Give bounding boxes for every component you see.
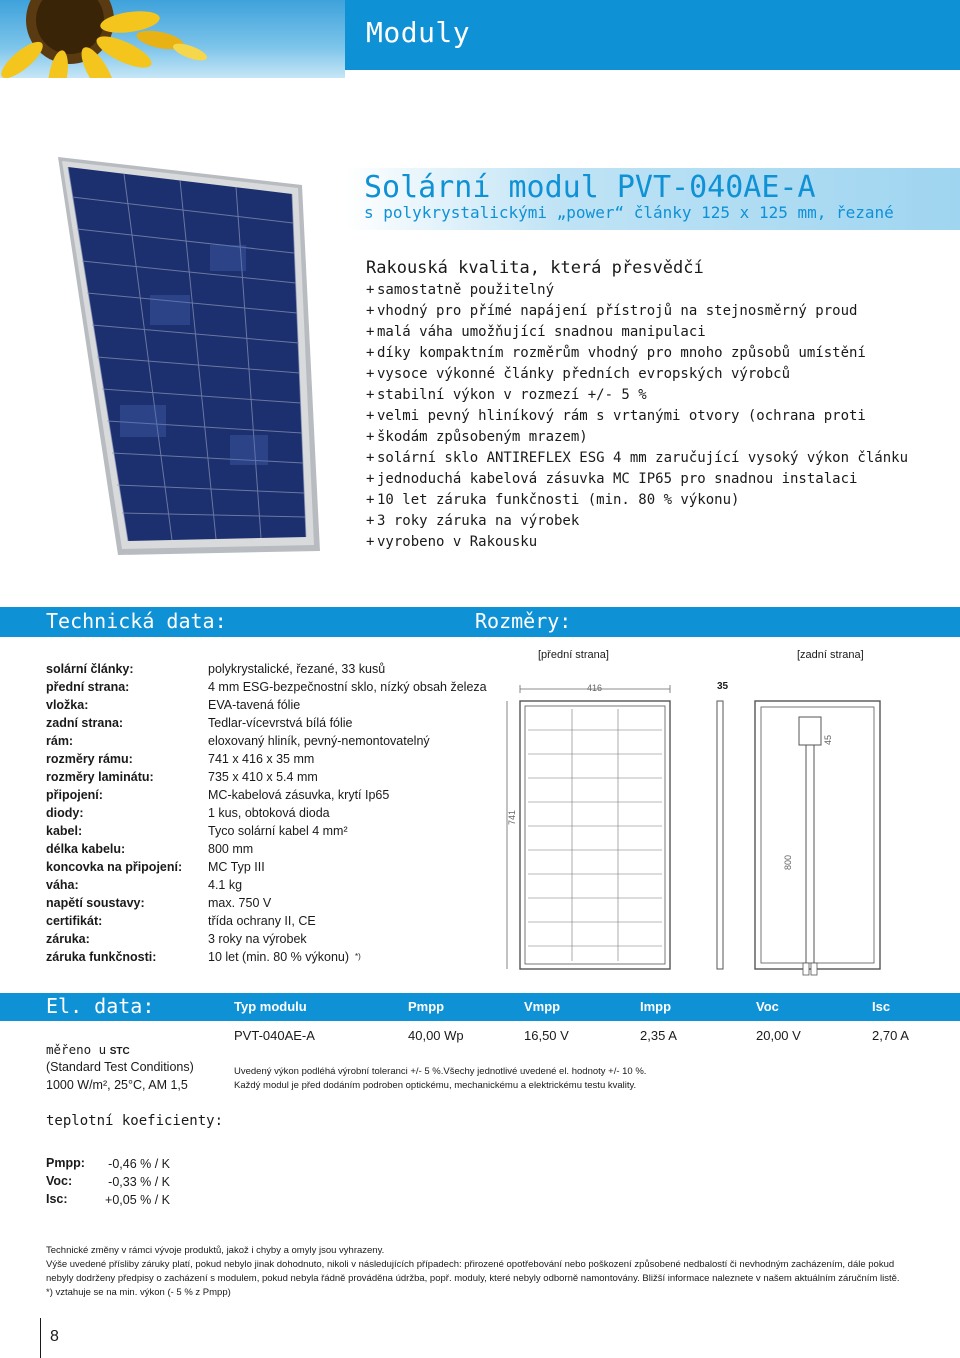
tech-data-key: záruka: <box>46 932 90 946</box>
tech-data-value: Tyco solární kabel 4 mm² <box>208 824 348 838</box>
footer-line: *) vztahuje se na min. výkon (- 5 % z Pmpp) <box>46 1287 231 1298</box>
measured-at-label: měřeno u STC <box>46 1042 130 1057</box>
page-title: Moduly <box>366 16 471 49</box>
temp-coeff-heading: teplotní koeficienty: <box>46 1113 224 1129</box>
solar-panel-image <box>40 155 320 555</box>
el-cell-impp: 2,35 A <box>640 1028 677 1043</box>
tech-data-value: 800 mm <box>208 842 254 856</box>
tech-data-value: eloxovaný hliník, pevný-nemontovatelný <box>208 734 430 748</box>
tech-data-key: vložka: <box>46 698 89 712</box>
width-dimension: 416 <box>587 683 603 693</box>
el-cell-isc: 2,70 A <box>872 1028 909 1043</box>
product-title: Solární modul PVT-040AE-A <box>364 170 816 205</box>
tech-footnote-mark: *) <box>355 952 361 961</box>
cable-length-dimension: 800 <box>783 854 793 870</box>
dims-section-title: Rozměry: <box>475 609 572 633</box>
el-cell-type: PVT-040AE-A <box>234 1028 315 1043</box>
tolerance-note: Uvedený výkon podléhá výrobní toleranci +/- 5 %.Všechy jednotlivé uvedené el. hodnoty +/- 10 %. <box>234 1066 647 1077</box>
product-subtitle: s polykrystalickými „power“ články 125 x 125 mm, řezané <box>364 203 894 222</box>
el-section-title: El. data: <box>46 994 155 1018</box>
tech-data-value: MC-kabelová zásuvka, krytí Ip65 <box>208 788 390 802</box>
quality-test-note: Každý modul je před dodáním podroben optickému, mechanickému a elektrickému testu kvality. <box>234 1080 637 1091</box>
tech-data-key: délka kabelu: <box>46 842 126 856</box>
tech-data-value: Tedlar-vícevrstvá bílá fólie <box>208 716 353 730</box>
el-cell-pmpp: 40,00 Wp <box>408 1028 464 1043</box>
tech-data-key: koncovka na připojení: <box>46 860 183 874</box>
el-cell-voc: 20,00 V <box>756 1028 801 1043</box>
test-conditions-values: 1000 W/m², 25°C, AM 1,5 <box>46 1078 188 1092</box>
tech-data-value: polykrystalické, řezané, 33 kusů <box>208 662 386 676</box>
temp-coeff-key: Pmpp: <box>46 1156 85 1170</box>
feature-item: + solární sklo ANTIREFLEX ESG 4 mm zaručující vysoký výkon článku <box>366 448 956 469</box>
feature-item: + stabilní výkon v rozmezí +/- 5 % <box>366 385 956 406</box>
test-conditions-label: (Standard Test Conditions) <box>46 1060 194 1074</box>
features-heading: Rakouská kvalita, která přesvědčí <box>366 258 704 278</box>
tech-data-key: váha: <box>46 878 79 892</box>
tech-data-key: rozměry rámu: <box>46 752 133 766</box>
feature-item: + 3 roky záruka na výrobek <box>366 511 956 532</box>
tech-data-key: připojení: <box>46 788 103 802</box>
el-col-type: Typ modulu <box>234 999 307 1014</box>
temp-coeff-key: Voc: <box>46 1174 73 1188</box>
el-col-isc: Isc <box>872 999 891 1014</box>
back-side-label: [zadní strana] <box>797 649 864 661</box>
tech-data-value: 3 roky na výrobek <box>208 932 307 946</box>
front-side-label: [přední strana] <box>538 649 609 661</box>
el-col-pmpp: Pmpp <box>408 999 445 1014</box>
tech-data-key: diody: <box>46 806 84 820</box>
tech-data-value: třída ochrany II, CE <box>208 914 316 928</box>
tech-data-value: 4 mm ESG-bezpečnostní sklo, nízký obsah železa <box>208 680 487 694</box>
depth-dimension: 35 <box>717 681 729 692</box>
tech-data-value: max. 750 V <box>208 896 272 910</box>
tech-data-value: 741 x 416 x 35 mm <box>208 752 315 766</box>
tech-data-key: zadní strana: <box>46 716 124 730</box>
footer-line: nebyly dodrženy předpisy o zacházení s modulem, pokud nebyla řádně prováděna údržba, popř. moduly, které nebyly odborně namontovány. Bližší informace naleznete v našem aktuálním záručním listě. <box>46 1273 900 1284</box>
el-col-impp: Impp <box>640 999 672 1014</box>
features-list <box>366 280 956 553</box>
tech-data-value: MC Typ III <box>208 860 265 874</box>
temp-coeff-key: Isc: <box>46 1192 68 1206</box>
tech-data-value: 4.1 kg <box>208 878 243 892</box>
tech-data-value: 735 x 410 x 5.4 mm <box>208 770 318 784</box>
temp-coeff-value: -0,46 % / K <box>108 1157 170 1171</box>
tech-section-title: Technická data: <box>46 609 227 633</box>
feature-item: + velmi pevný hliníkový rám s vrtanými otvory (ochrana proti <box>366 406 956 427</box>
el-col-voc: Voc <box>756 999 779 1014</box>
sunflower-image <box>0 0 345 78</box>
height-dimension: 741 <box>507 809 517 825</box>
tech-data-key: certifikát: <box>46 914 103 928</box>
feature-item: + vysoce výkonné články předních evropských výrobců <box>366 364 956 385</box>
feature-item: + vyrobeno v Rakousku <box>366 532 956 553</box>
tech-data-key: solární články: <box>46 662 134 676</box>
temp-coeff-value: +0,05 % / K <box>105 1193 170 1207</box>
feature-item: + jednoduchá kabelová zásuvka MC IP65 pro snadnou instalaci <box>366 469 956 490</box>
tech-data-value: EVA-tavená fólie <box>208 698 301 712</box>
tech-data-key: kabel: <box>46 824 83 838</box>
el-col-vmpp: Vmpp <box>524 999 561 1014</box>
feature-item: + malá váha umožňující snadnou manipulaci <box>366 322 956 343</box>
temp-coeff-value: -0,33 % / K <box>108 1175 170 1189</box>
feature-item: + díky kompaktním rozměrům vhodný pro mnoho způsobů umístění <box>366 343 956 364</box>
tech-data-key: přední strana: <box>46 680 130 694</box>
feature-item-continuation: + škodám způsobeným mrazem) <box>366 427 956 448</box>
footer-line: Technické změny v rámci vývoje produktů, jakož i chyby a omyly jsou vyhrazeny. <box>46 1245 385 1256</box>
tech-data-key: záruka funkčnosti: <box>46 950 157 964</box>
feature-item: + vhodný pro přímé napájení přístrojů na stejnosměrný proud <box>366 301 956 322</box>
footer-line: Výše uvedené přísliby záruky platí, pokud nebylo jinak dohodnuto, nikoli v následujících případech: přirozené opotřebování nebo poškození způsobené nedbalostí či nevhodným zacházením, dále pokud <box>46 1259 895 1270</box>
tech-data-value: 1 kus, obtoková dioda <box>208 806 330 820</box>
dimension-drawing <box>495 645 895 985</box>
tech-data-key: rozměry laminátu: <box>46 770 154 784</box>
feature-item: + 10 let záruka funkčnosti (min. 80 % výkonu) <box>366 490 956 511</box>
page-number: 8 <box>50 1328 59 1345</box>
el-cell-vmpp: 16,50 V <box>524 1028 569 1043</box>
page-number-rule <box>40 1318 41 1358</box>
tech-data-key: rám: <box>46 734 74 748</box>
tech-data-key: napětí soustavy: <box>46 896 145 910</box>
tech-data-value: 10 let (min. 80 % výkonu) <box>208 950 350 964</box>
junction-box-dimension: 45 <box>823 734 833 745</box>
feature-item: + samostatně použitelný <box>366 280 956 301</box>
